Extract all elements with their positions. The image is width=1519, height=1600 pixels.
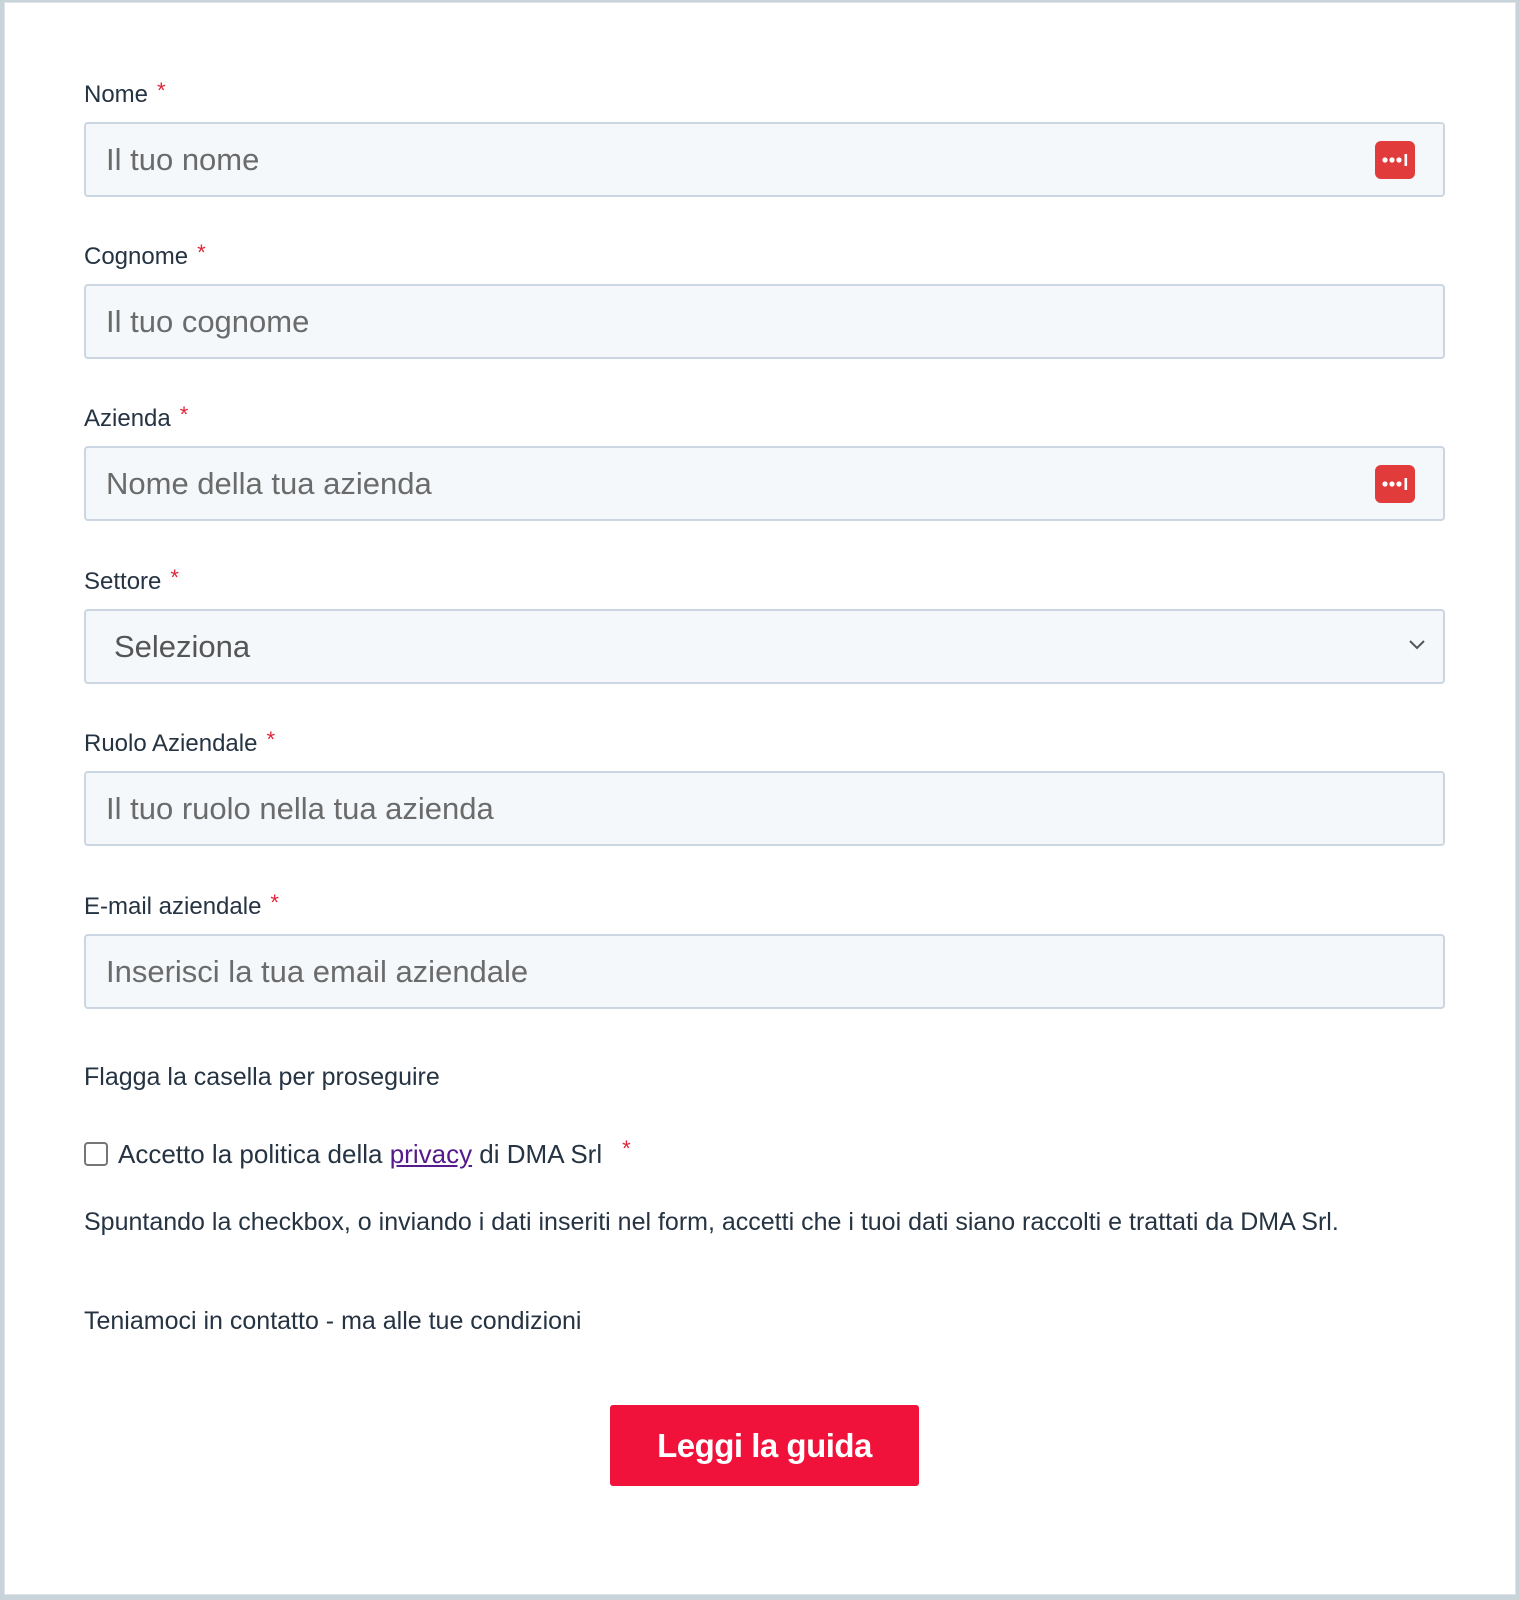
form-card — [4, 2, 1516, 1595]
settore-label: Settore * — [84, 565, 179, 595]
azienda-input[interactable] — [86, 448, 1443, 519]
required-mark: * — [179, 402, 189, 427]
privacy-checkbox[interactable] — [84, 1142, 108, 1166]
field-nome — [84, 78, 1445, 109]
field-settore — [84, 565, 1445, 664]
privacy-consent-text: Accetto la politica della privacy di DMA Srl — [118, 1138, 603, 1169]
settore-select[interactable] — [84, 609, 1445, 684]
consent-heading: Flagga la casella per proseguire — [84, 1063, 440, 1091]
email-input[interactable] — [86, 936, 1443, 1007]
disclaimer-text: Spuntando la checkbox, o inviando i dati inseriti nel form, accetti che i tuoi dati siano raccolti e trattati da DMA Srl. — [84, 1208, 1339, 1236]
cognome-label: Cognome * — [84, 240, 206, 270]
contact-note: Teniamoci in contatto - ma alle tue condizioni — [84, 1307, 582, 1335]
nome-input[interactable] — [86, 124, 1443, 195]
password-manager-icon[interactable] — [1375, 141, 1415, 179]
field-email — [84, 890, 1445, 921]
nome-label: Nome * — [84, 78, 166, 108]
field-azienda — [84, 402, 1445, 433]
field-ruolo — [84, 727, 1445, 758]
required-mark: * — [157, 78, 166, 103]
cognome-input[interactable] — [86, 286, 1443, 357]
ruolo-input-box — [84, 771, 1445, 846]
email-label: E-mail aziendale * — [84, 890, 279, 920]
privacy-link[interactable]: privacy — [389, 1138, 473, 1169]
submit-button[interactable]: Leggi la guida — [610, 1405, 919, 1486]
ruolo-input[interactable] — [86, 773, 1443, 844]
email-input-box — [84, 934, 1445, 1009]
field-cognome — [84, 240, 1445, 271]
chevron-down-icon — [1407, 635, 1427, 655]
password-manager-glyph — [1381, 153, 1409, 167]
ruolo-label: Ruolo Aziendale * — [84, 727, 276, 757]
azienda-label: Azienda * — [84, 402, 189, 432]
azienda-input-box — [84, 446, 1445, 521]
nome-input-box — [84, 122, 1445, 197]
required-mark: * — [266, 727, 276, 752]
required-mark: * — [170, 565, 179, 590]
privacy-consent-row — [84, 1137, 631, 1171]
settore-selected-value: Seleziona — [114, 629, 251, 664]
password-manager-glyph — [1381, 477, 1409, 491]
required-mark: * — [622, 1136, 631, 1161]
required-mark: * — [270, 890, 279, 915]
cognome-input-box — [84, 284, 1445, 359]
password-manager-icon[interactable] — [1375, 465, 1415, 503]
required-mark: * — [197, 240, 206, 265]
